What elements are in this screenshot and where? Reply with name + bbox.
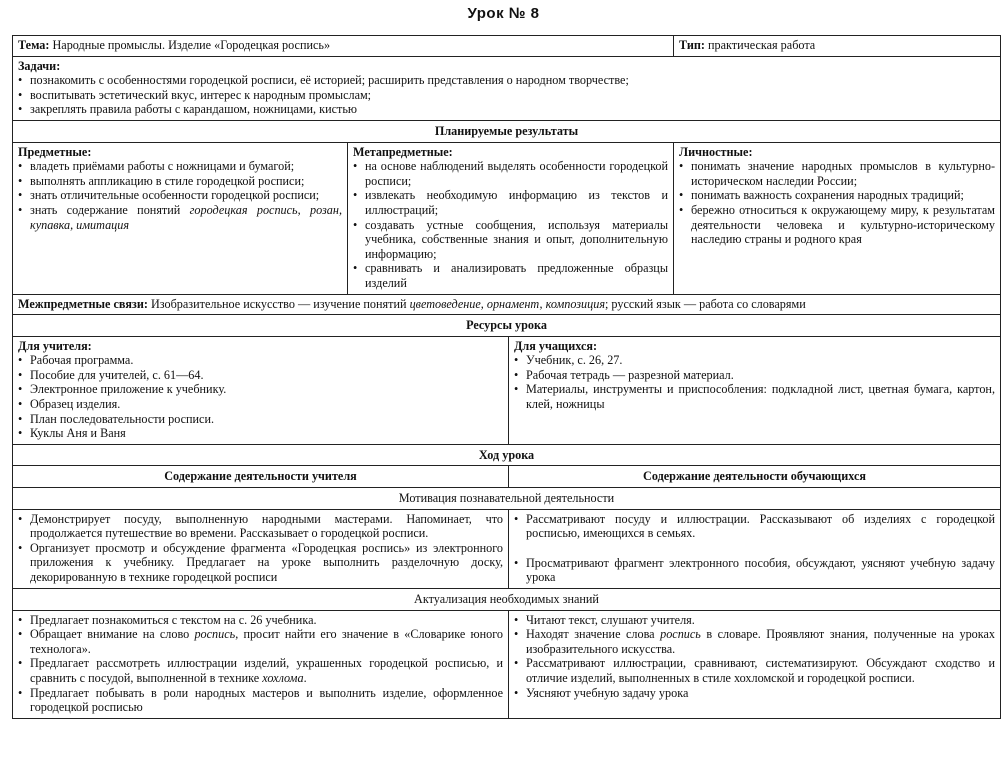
text-segment: Обращает внимание на слово (30, 627, 195, 642)
list-item (514, 627, 995, 656)
list-item: • владеть приёмами работы с ножницами и бумагой; (18, 159, 342, 174)
links-text-2: ; русский язык — работа со словарями (605, 296, 806, 311)
meta-label: Метапредметные: (353, 144, 453, 159)
topic-value: Народные промыслы. Изделие «Городецкая роспись» (52, 38, 331, 52)
list-item: • Материалы, инструменты и приспособления: подкладной лист, цветная бумага, картон, клей, ножницы (514, 382, 995, 411)
list-item: • Просматривают фрагмент электронного пособия, обсуждают, уясняют учебную задачу урока (514, 556, 995, 585)
list-item: • знать отличительные особенности городецкой росписи; (18, 188, 342, 203)
lesson-plan-table (12, 35, 1001, 719)
subject-results-cell (13, 142, 348, 294)
stage1-students-cell (509, 509, 1001, 588)
tasks-row (13, 56, 1001, 120)
col-teacher-heading: Содержание деятельности учителя (13, 466, 509, 488)
teacher-resources-label: Для учителя: (18, 338, 92, 353)
list-item: • Куклы Аня и Ваня (18, 426, 503, 441)
stage2-row (13, 610, 1001, 718)
list-item: • Образец изделия. (18, 397, 503, 412)
list-item: • Рабочая тетрадь — разрезной материал. (514, 368, 995, 383)
stage1-title: Мотивация познавательной деятельности (13, 488, 1001, 510)
list-item: • Электронное приложение к учебнику. (18, 382, 503, 397)
topic-label: Тема: (18, 38, 50, 52)
meta-results-cell (348, 142, 674, 294)
list-item: • выполнять аппликацию в стиле городецкой росписи; (18, 174, 342, 189)
list-item: • познакомить с особенностями городецкой росписи, её историей; расширить представления о народном творчестве; (18, 73, 995, 88)
list-item: • План последовательности росписи. (18, 412, 503, 427)
course-heading: Ход урока (13, 444, 1001, 466)
topic-row (13, 36, 1001, 57)
list-item: • извлекать необходимую информацию из текстов и иллюстраций; (353, 188, 668, 217)
tasks-list (18, 73, 995, 117)
list-item: • воспитывать эстетический вкус, интерес к народным промыслам; (18, 88, 995, 103)
list-item: • на основе наблюдений выделять особенности городецкой росписи; (353, 159, 668, 188)
tasks-cell (13, 56, 1001, 120)
text-segment: Находят значение слова (526, 627, 661, 642)
italic-term: роспись (194, 627, 236, 642)
list-item: • Рабочая программа. (18, 353, 503, 368)
list-item: • Рассматривают посуду и иллюстрации. Рассказывают об изделиях с городецкой росписью, имеющихся в семьях. (514, 512, 995, 541)
stage2-teacher-cell (13, 610, 509, 718)
list-item (18, 203, 342, 232)
links-label: Межпредметные связи: (18, 296, 148, 311)
results-row (13, 142, 1001, 294)
italic-term: роспись (660, 627, 701, 642)
list-item: • Пособие для учителей, с. 61—64. (18, 368, 503, 383)
list-item: • бережно относиться к окружающему миру, к результатам деятельности человека и культурно-историческому наследию страны и родного края (679, 203, 995, 247)
list-item: • сравнивать и анализировать предложенные образцы изделий (353, 261, 668, 290)
resources-heading: Ресурсы урока (13, 315, 1001, 337)
list-item: • понимать значение народных промыслов в культурно-историческом наследии России; (679, 159, 995, 188)
personal-label: Личностные: (679, 144, 753, 159)
subject-label: Предметные: (18, 144, 92, 159)
links-text-1: Изобразительное искусство — изучение понятий (147, 296, 410, 311)
type-cell (674, 36, 1001, 57)
text-segment: Предлагает рассмотреть иллюстрации изделий, украшенных городецкой росписью, и сравнить с посудой, выполненной в технике (30, 656, 503, 685)
tasks-label: Задачи: (18, 58, 61, 73)
list-item: • закреплять правила работы с карандашом, ножницами, кистью (18, 102, 995, 117)
topic-cell (13, 36, 674, 57)
list-item: • Предлагает познакомиться с текстом на с. 26 учебника. (18, 613, 503, 628)
stage1-teacher-cell (13, 509, 509, 588)
results-heading: Планируемые результаты (13, 120, 1001, 142)
type-value: практическая работа (708, 38, 816, 52)
text-segment: , просит найти его значение в «Словарике юного технолога». (30, 627, 503, 656)
list-item (18, 656, 503, 685)
personal-results-cell (674, 142, 1001, 294)
links-italic: цветоведение, орнамент, композиция (409, 296, 605, 311)
list-item: • Учебник, с. 26, 27. (514, 353, 995, 368)
list-item: • Организует просмотр и обсуждение фрагмента «Городецкая роспись» из электронного приложения к учебнику. Предлагает на уроке выполнить разделочную доску, декорированную в технике городецкой росписи (18, 541, 503, 585)
teacher-resources-cell (13, 336, 509, 444)
student-resources-cell (509, 336, 1001, 444)
text-segment: . (303, 670, 307, 685)
stage1-row (13, 509, 1001, 588)
links-cell (13, 294, 1001, 315)
subject-last-prefix: знать содержание понятий (30, 202, 190, 217)
list-item: • Читают текст, слушают учителя. (514, 613, 995, 628)
stage2-students-cell (509, 610, 1001, 718)
italic-term: хохлома (262, 670, 304, 685)
stage2-title: Актуализация необходимых знаний (13, 589, 1001, 611)
page-title: Урок № 8 (467, 5, 540, 22)
list-item: • создавать устные сообщения, используя материалы учебника, собственные знания и опыт, дополнительную информацию; (353, 218, 668, 262)
list-item (18, 627, 503, 656)
list-item: • Демонстрирует посуду, выполненную народными мастерами. Напоминает, что продолжается путешествие во времени. Рассказывает о городецкой росписи. (18, 512, 503, 541)
list-item: • понимать важность сохранения народных традиций; (679, 188, 995, 203)
list-item: • Предлагает побывать в роли народных мастеров и выполнить изделие, оформленное городецкой росписью (18, 686, 503, 715)
list-item: • Рассматривают иллюстрации, сравнивают, систематизируют. Обсуждают сходство и отличие изделий, выполненных в стиле хохломской и городецкой росписи. (514, 656, 995, 685)
resources-row (13, 336, 1001, 444)
subject-last-terms: городецкая роспись, розан, купавка, имитация (30, 202, 342, 232)
list-item: • Уясняют учебную задачу урока (514, 686, 995, 701)
student-resources-label: Для учащихся: (514, 338, 598, 353)
text-segment: в словаре. Проявляют знания, полученные на уроках изобразительного искусства. (526, 627, 996, 656)
col-students-heading: Содержание деятельности обучающихся (509, 466, 1001, 488)
type-label: Тип: (679, 38, 705, 52)
